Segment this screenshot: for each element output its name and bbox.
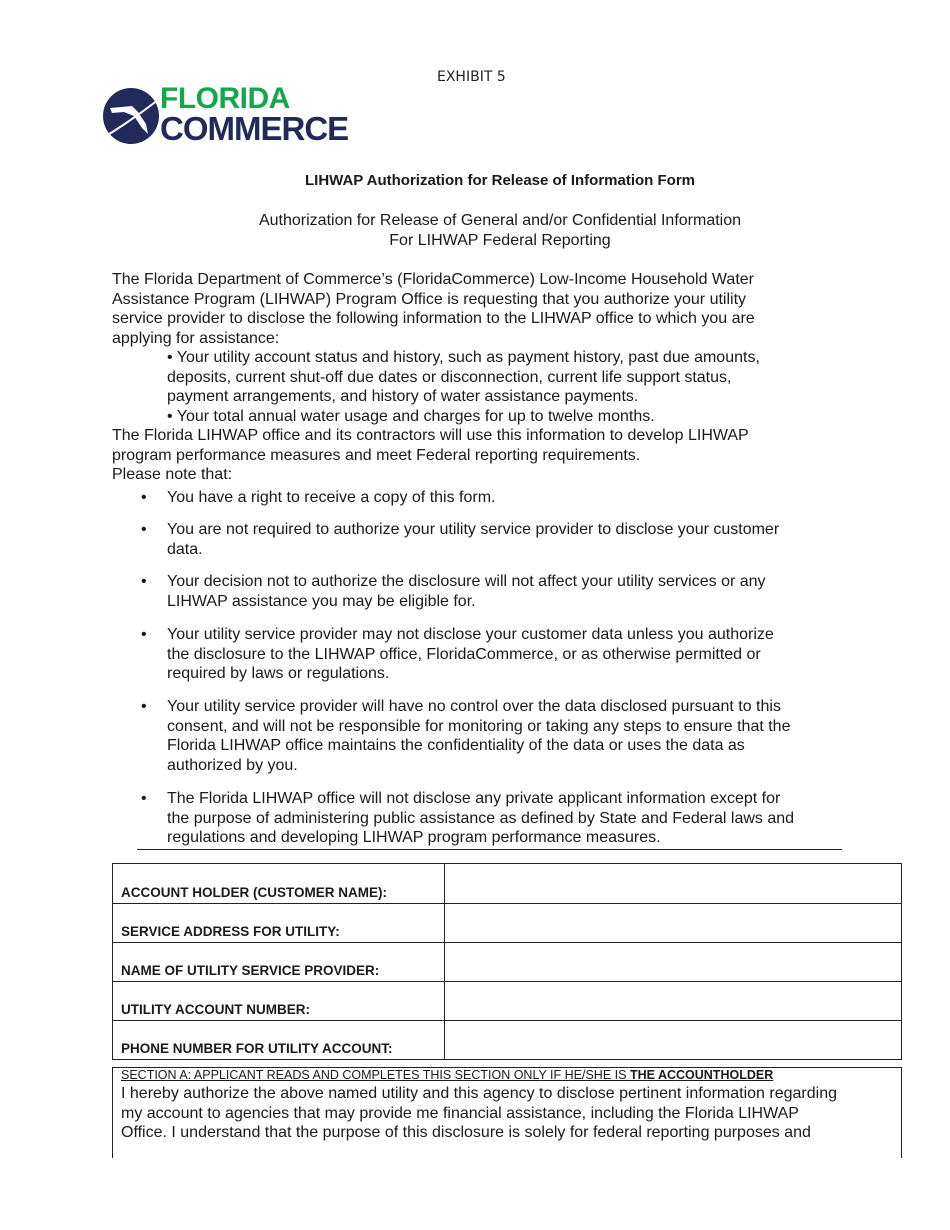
field-input[interactable] [445, 982, 902, 1021]
bullet-icon: • [141, 489, 147, 506]
bullet-line: Your utility service provider may not disclose your customer data unless you authorize [167, 626, 774, 643]
intro-line: Assistance Program (LIHWAP) Program Office is requesting that you authorize your utility [112, 290, 747, 308]
logo-text-florida: FLORIDA [160, 82, 290, 115]
account-info-table [112, 863, 902, 1060]
bullet-line: the disclosure to the LIHWAP office, FloridaCommerce, or as otherwise permitted or [167, 645, 761, 663]
bullet-line: Your utility service provider will have no control over the data disclosed pursuant to this [167, 698, 781, 715]
bullet-line: data. [167, 540, 203, 558]
bullet-line: The Florida LIHWAP office will not disclose any private applicant information except for [167, 790, 781, 807]
sub-item-line: deposits, current shut-off due dates or disconnection, current life support status, [167, 368, 732, 386]
divider-line [137, 849, 842, 850]
form-subtitle [0, 211, 950, 250]
bullet-line: required by laws or regulations. [167, 665, 390, 682]
subtitle-line: Authorization for Release of General and/or Confidential Information [258, 212, 742, 229]
sub-item-line: • Your total annual water usage and charges for up to twelve months. [167, 407, 655, 425]
form-row [113, 982, 902, 1021]
bullet-line: consent, and will not be responsible for monitoring or taking any steps to ensure that the [167, 717, 791, 735]
intro-line: service provider to disclose the following information to the LIHWAP office to which you are [112, 310, 755, 327]
section-a-heading-text: SECTION A: APPLICANT READS AND COMPLETES THIS SECTION ONLY IF HE/SHE IS [121, 1068, 630, 1082]
field-label: PHONE NUMBER FOR UTILITY ACCOUNT: [113, 1021, 445, 1060]
exhibit-label: EXHIBIT 5 [437, 69, 506, 85]
bullet-line: authorized by you. [167, 756, 298, 774]
section-a-heading-bold: THE ACCOUNTHOLDER [629, 1068, 774, 1082]
section-a-line: my account to agencies that may provide me financial assistance, including the Florida LIHWAP [121, 1105, 799, 1122]
field-label: UTILITY ACCOUNT NUMBER: [113, 982, 445, 1021]
field-label: ACCOUNT HOLDER (CUSTOMER NAME): [113, 864, 445, 904]
bullet-icon: • [141, 698, 147, 715]
use-line: Please note that: [112, 466, 233, 483]
use-line: program performance measures and meet Federal reporting requirements. [112, 446, 641, 464]
field-input[interactable] [445, 864, 902, 904]
field-label: NAME OF UTILITY SERVICE PROVIDER: [113, 943, 445, 982]
form-row [113, 864, 902, 904]
field-input[interactable] [445, 1021, 902, 1060]
sub-item-line: payment arrangements, and history of water assistance payments. [167, 388, 639, 405]
section-a-heading [121, 1068, 773, 1082]
bullet-icon: • [141, 521, 147, 538]
field-input[interactable] [445, 904, 902, 943]
bullet-line: the purpose of administering public assistance as defined by State and Federal laws and [167, 809, 795, 827]
bullet-icon: • [141, 573, 147, 590]
section-a-line: Office. I understand that the purpose of this disclosure is solely for federal reporting purposes and [121, 1124, 811, 1141]
section-a-box [112, 1067, 902, 1158]
logo-text-commerce: COMMERCE [160, 110, 349, 147]
florida-seal-icon [102, 86, 160, 146]
section-a-line: I hereby authorize the above named utility and this agency to disclose pertinent information regarding [121, 1085, 837, 1102]
bullet-icon: • [141, 626, 147, 643]
bullet-icon: • [141, 790, 147, 807]
form-row [113, 943, 902, 982]
bullet-line: Florida LIHWAP office maintains the confidentiality of the data or uses the data as [167, 737, 745, 754]
bullet-line: regulations and developing LIHWAP program performance measures. [167, 829, 661, 846]
floridacommerce-logo [102, 82, 382, 148]
field-label: SERVICE ADDRESS FOR UTILITY: [113, 904, 445, 943]
subtitle-line: For LIHWAP Federal Reporting [389, 231, 611, 249]
intro-line: applying for assistance: [112, 329, 280, 347]
intro-line: The Florida Department of Commerce’s (FloridaCommerce) Low-Income Household Water [112, 271, 754, 288]
form-title: LIHWAP Authorization for Release of Information Form [304, 172, 695, 189]
bullet-line: Your decision not to authorize the disclosure will not affect your utility services or any [167, 573, 766, 590]
bullet-line: LIHWAP assistance you may be eligible for. [167, 592, 476, 610]
use-line: The Florida LIHWAP office and its contractors will use this information to develop LIHWAP [112, 427, 749, 444]
bullet-line: You are not required to authorize your utility service provider to disclose your customer [167, 521, 780, 538]
bullet-line: You have a right to receive a copy of this form. [167, 489, 496, 506]
sub-item-line: • Your utility account status and history, such as payment history, past due amounts, [167, 349, 760, 366]
form-row [113, 1021, 902, 1060]
field-input[interactable] [445, 943, 902, 982]
form-row [113, 904, 902, 943]
